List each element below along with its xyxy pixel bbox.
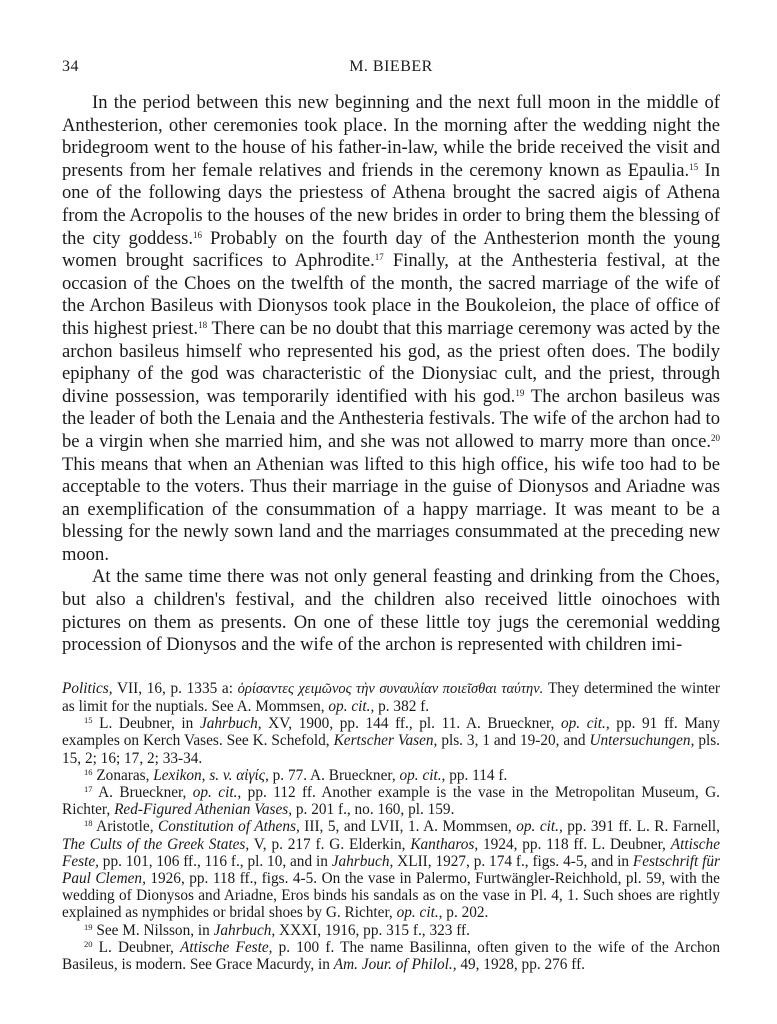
paragraph: At the same time there was not only general feasting and drinking from the Choes, but also a children's festival, and the children also received little oinochoes with pictures on them as presents. On one of these little toy jugs the ceremonial wedding procession of Dionysos and the wife of the archon is represented with children imi- — [62, 566, 720, 656]
footnote-17: $^{17}$ A. Brueckner, op. cit., pp. 112 ff. Another example is the vase in the Metropolitan Museum, G. Richter, Red-Figured Athenian Vases, p. 201 f., no. 160, pl. 159. — [62, 784, 720, 819]
body-text — [62, 92, 720, 657]
footnote-ref: 20 — [711, 432, 720, 443]
footnote-20: $^{20}$ L. Deubner, Attische Feste, p. 100 f. The name Basilinna, often given to the wife of the Archon Basileus, is modern. See Grace Macurdy, in Am. Jour. of Philol., 49, 1928, pp. 276 ff. — [62, 938, 720, 974]
page — [62, 58, 720, 973]
footnote-continued: Politics, VII, 16, p. 1335 a: ὁρίσαντες χειμῶνος τὴν συναυλίαν ποιεῖσθαι ταύτην. They determined the winter as limit for the nuptials. See A. Mommsen, op. cit., p. 382 f. — [62, 679, 720, 716]
footnote-15: $^{15}$ L. Deubner, in Jahrbuch, XV, 1900, pp. 144 ff., pl. 11. A. Brueckner, op. cit., pp. 91 ff. Many examples on Kerch Vases. See K. Schefold, Kertscher Vasen, pls. 3, 1 and 19-20, and Untersuchungen, pls. 15, 2; 16; 17, 2; 33-34. — [62, 715, 721, 767]
page-header — [62, 58, 720, 80]
footnote-ref: 15 — [689, 161, 699, 172]
footnote-ref: 17 — [374, 252, 384, 263]
footnote-18: $^{18}$ Aristotle, Constitution of Athens, III, 5, and LVII, 1. A. Mommsen, op. cit., pp. 391 ff. L. R. Farnell, The Cults of the Greek States, V, p. 217 f. G. Elderkin, Kantharos, 1924, pp. 118 ff. L. Deubner, Attische Feste, pp. 101, 106 ff., 116 f., pl. 10, and in Jahrbuch, XLII, 1927, p. 174 f., figs. 4-5, and in Festschrift für Paul Clemen, 1926, pp. 118 ff., figs. 4-5. On the vase in Palermo, Furtwängler-Reichhold, pl. 59, with the wedding of Dionysos and Ariadne, Eros binds his sandals as on the vase in Pl. 4, 1. Such shoes are rightly explained as nymphides or bridal shoes by G. Richter, op. cit., p. 202. — [62, 818, 720, 922]
footnote-ref: 18 — [198, 319, 208, 330]
running-head: M. BIEBER — [349, 58, 433, 75]
paragraph: In the period between this new beginning and the next full moon in the middle of Anthesterion, other ceremonies took place. In the morning after the wedding night the bridegroom went to the house of his father-in-law, while the bride received the visit and presents from her female relatives and friends in the ceremony known as Epaulia.$^{15}$ In one of the following days the priestess of Athena brought the sacred aigis of Athena from the Acropolis to the houses of the new brides in order to bring them the blessing of the city goddess.$^{16}$ Probably on the fourth day of the Anthesterion month the young women brought sacrifices to Aphrodite.$^{17}$ Finally, at the Anthesteria festival, at the occasion of the Choes on the twelfth of the month, the sacred marriage of the wife of the Archon Basileus with Dionysos took place in the Boukoleion, the place of office of this highest priest.$^{18}$ There can be no doubt that this marriage ceremony was acted by the archon basileus himself who represented his god, as the priest often does. The bodily epiphany of the god was characteristic of the Dionysiac cult, and the priest, through divine possession, was temporarily identified with his god.$^{19}$ The archon basileus was the leader of both the Lenaia and the Anthesteria festivals. The wife of the archon had to be a virgin when she married him, and she was not allowed to marry more than once.$^{20}$ This means that when an Athenian was lifted to this high office, his wife too had to be acceptable to the voters. Thus their marriage in the guise of Dionysos and Ariadne was an exemplification of the consummation of a happy marriage. It was meant to be a blessing for the newly sown land and the marriages consummated at the preceding new moon. — [62, 92, 720, 565]
footnote-ref: 19 — [515, 387, 525, 398]
footnote-ref: 16 — [193, 229, 203, 240]
page-number: 34 — [62, 58, 79, 75]
greek-quote: ὁρίσαντες χειμῶνος τὴν συναυλίαν ποιεῖσθαι ταύτην. — [237, 680, 544, 697]
footnotes — [62, 680, 720, 973]
footnote-16: $^{16}$ Zonaras, Lexikon, s. v. αἰγίς, p. 77. A. Brueckner, op. cit., pp. 114 f. — [84, 766, 508, 784]
footnote-19: $^{19}$ See M. Nilsson, in Jahrbuch, XXXI, 1916, pp. 315 f., 323 ff. — [84, 921, 470, 939]
